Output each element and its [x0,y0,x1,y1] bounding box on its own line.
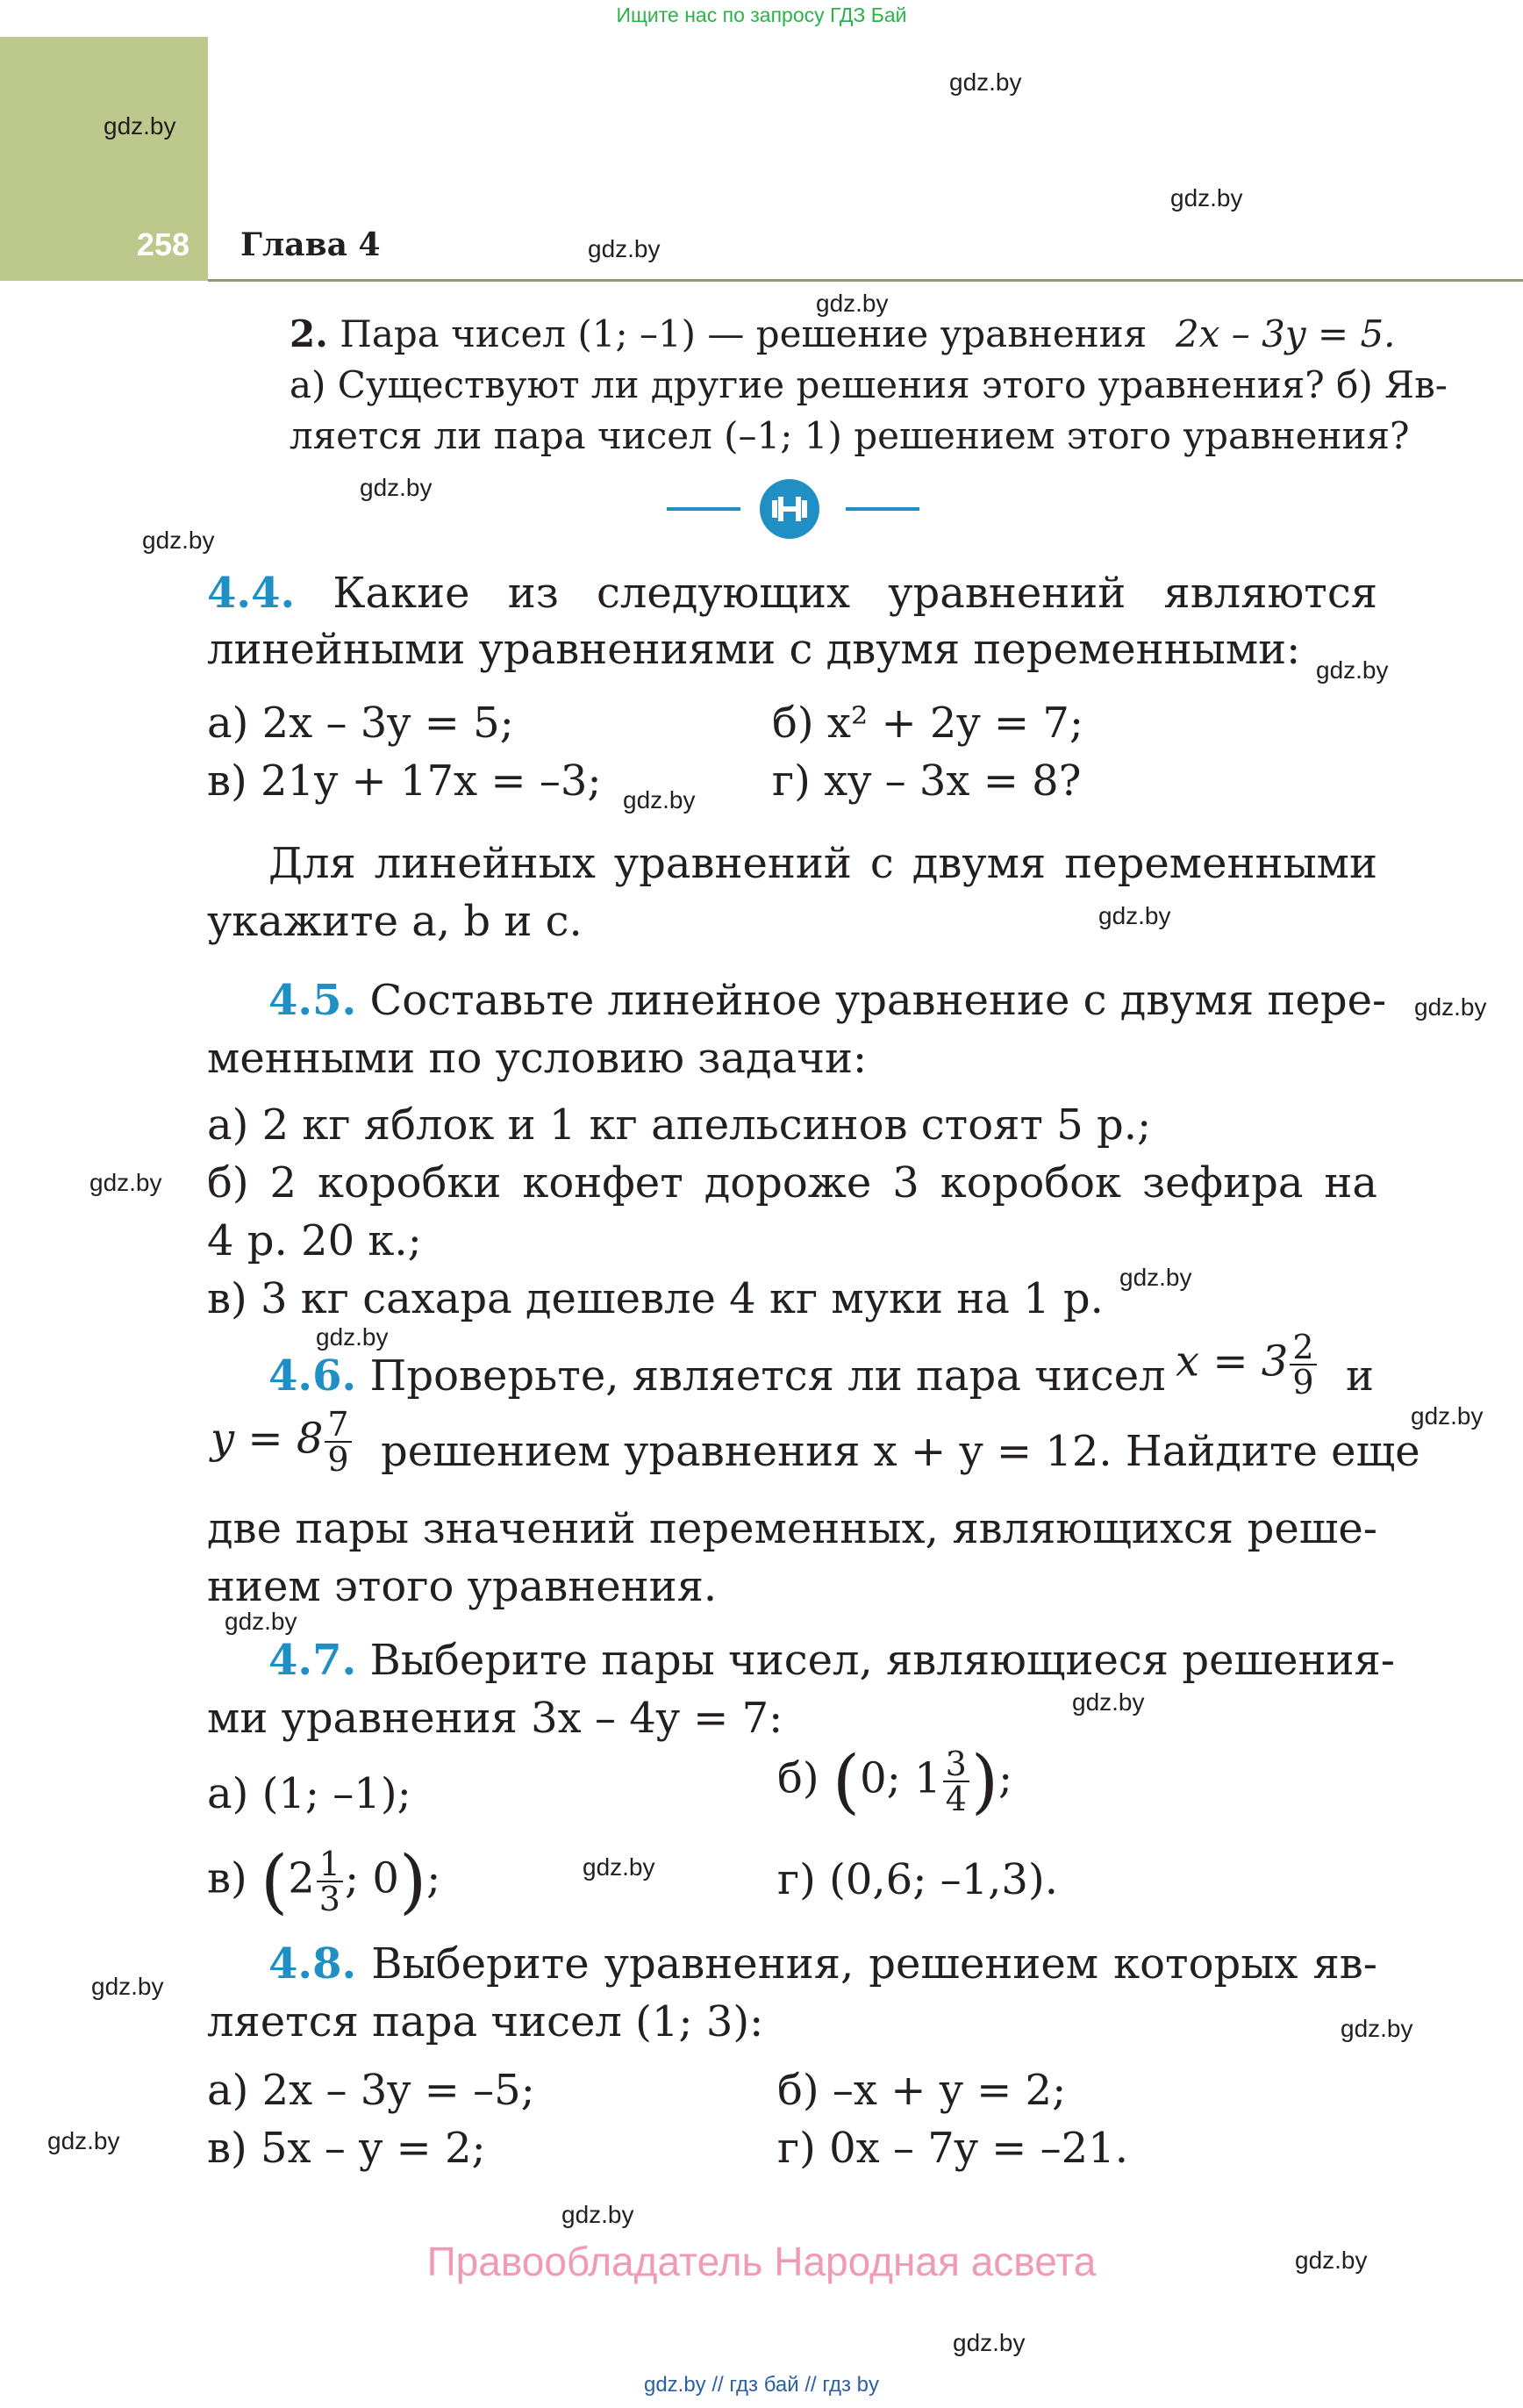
ex-4-5-option-b-line-1: б) 2 коробки конфет дороже 3 коробок зефира на [207,1158,1377,1208]
ex-4-4-line-2: линейными уравнениями с двумя переменными: [207,625,1301,674]
ex-4-8-option-b: б) –x + y = 2; [777,2066,1067,2115]
ex-4-7-option-v-numerator: 1 [318,1845,340,1883]
ex-4-7-option-v-label: в) [207,1853,247,1903]
watermark: gdz.by [1414,993,1487,1021]
question-2-equation [1176,312,1396,356]
ex-4-6-number: 4.6. [268,1351,357,1401]
watermark: gdz.by [588,235,661,262]
ex-4-7-line-2: ми уравнения 3x – 4y = 7: [207,1694,783,1743]
ex-4-6-and: и [1346,1351,1374,1401]
ex-4-4-option-b: б) x² + 2y = 7; [772,699,1084,748]
watermark: gdz.by [104,112,176,140]
ex-4-7-option-b: б) (0; 1 $\frac{3}{4}$ ); [777,1740,1013,1822]
ex-4-4-number: 4.4. [207,569,296,618]
ex-4-6-text: Проверьте, является ли пара чисел [369,1351,1166,1401]
question-2-line-2: а) Существуют ли другие решения этого уравнения? б) Яв- [290,363,1448,406]
ex-4-6-y-value [211,1405,354,1479]
ex-4-5-line-2: менными по условию задачи: [207,1034,868,1083]
ex-4-7-text: Выберите пары чисел, являющиеся решения- [369,1636,1395,1685]
ex-4-8-line-1 [268,1939,1377,1990]
ex-4-6-x-fraction [1290,1330,1316,1399]
ex-4-6-y-eq: y = 8 [211,1414,324,1464]
ex-4-4-option-g: г) xy – 3x = 8? [772,756,1082,806]
ex-4-7-option-b-numerator: 3 [945,1745,967,1783]
ex-4-4-text-1: Для линейных уравнений с двумя переменными [268,839,1377,888]
watermark: gdz.by [949,68,1022,96]
watermark: gdz.by [1411,1402,1484,1430]
header-divider [208,279,1523,282]
ex-4-8-number: 4.8. [268,1939,357,1989]
watermark: gdz.by [953,2329,1026,2356]
watermark: gdz.by [47,2127,120,2154]
watermark: gdz.by [1341,2015,1413,2042]
ex-4-7-number: 4.7. [268,1636,357,1685]
ex-4-4-option-a: а) 2x – 3y = 5; [207,699,514,748]
dumbbell-icon [760,479,819,539]
ex-4-7-option-b-value: 0; 1 [860,1753,941,1803]
ex-4-6-x-value [1176,1330,1319,1399]
watermark: gdz.by [583,1853,655,1881]
ex-4-4-text-2: укажите a, b и c. [207,897,583,946]
ex-4-5-line-1 [268,976,1387,1027]
watermark: gdz.by [1119,1264,1192,1291]
question-2-math: 2x – 3y = 5. [1176,312,1396,355]
question-2-label: 2. [290,312,328,355]
ex-4-5-option-v: в) 3 кг сахара дешевле 4 кг муки на 1 р. [207,1274,1104,1323]
watermark: gdz.by [142,527,215,554]
bottom-links[interactable]: gdz.by // гдз бай // гдз by [643,2373,880,2397]
ex-4-7-option-v-denominator: 3 [317,1881,343,1916]
ex-4-4-option-v: в) 21y + 17x = –3; [207,756,602,806]
question-2-line-3: ляется ли пара чисел (–1; 1) решением этого уравнения? [290,414,1410,457]
watermark: gdz.by [1098,902,1171,929]
ex-4-5-text: Составьте линейное уравнение с двумя пере- [369,976,1387,1025]
page-number: 258 [136,226,189,262]
ex-4-4-text: Какие из следующих уравнений являются [332,569,1377,618]
divider-line-right [846,507,919,511]
watermark: gdz.by [1072,1688,1145,1716]
watermark: gdz.by [89,1169,162,1196]
watermark: gdz.by [561,2201,634,2228]
ex-4-4-line-1 [207,569,1377,620]
watermark: gdz.by [1316,656,1389,684]
ex-4-7-option-v-fraction [317,1847,343,1916]
ex-4-6-line-3: две пары значений переменных, являющихся реше- [207,1504,1377,1553]
ex-4-6-y-numerator: 7 [327,1405,349,1444]
watermark: gdz.by [360,474,433,501]
question-2-line-1 [290,312,1147,356]
top-banner: Ищите нас по запросу ГДЗ Бай [616,4,907,26]
watermark: gdz.by [1170,184,1243,211]
ex-4-7-option-b-label: б) [777,1753,819,1803]
ex-4-7-option-g: г) (0,6; –1,3). [777,1855,1058,1904]
watermark: gdz.by [316,1323,389,1351]
ex-4-6-line-4: нием этого уравнения. [207,1562,718,1611]
watermark: gdz.by [816,290,889,317]
watermark: gdz.by [91,1973,164,2000]
ex-4-6-y-fraction [325,1405,351,1479]
ex-4-6-x-denominator: 9 [1290,1364,1316,1399]
ex-4-6-line-2: решением уравнения x + y = 12. Найдите еще [381,1427,1420,1476]
ex-4-7-option-v: в) (2 $\frac{1}{3}$ ; 0); [207,1840,441,1922]
ex-4-7-option-v-whole: 2 [288,1853,315,1903]
ex-4-5-number: 4.5. [268,976,357,1025]
ex-4-8-option-g: г) 0x – 7y = –21. [777,2124,1128,2173]
ex-4-5-option-b-line-2: 4 р. 20 к.; [207,1216,422,1265]
ex-4-8-text: Выберите уравнения, решением которых яв- [371,1939,1377,1989]
ex-4-7-option-b-fraction [943,1747,969,1816]
ex-4-6-line-1 [268,1351,1166,1402]
watermark: gdz.by [1295,2247,1368,2274]
ex-4-8-option-a: а) 2x – 3y = –5; [207,2066,535,2115]
divider-line-left [667,507,740,511]
ex-4-5-option-a: а) 2 кг яблок и 1 кг апельсинов стоят 5 р.; [207,1100,1152,1150]
ex-4-7-option-b-denominator: 4 [943,1781,969,1816]
ex-4-6-x-numerator: 2 [1292,1328,1314,1366]
copyright-notice: Правообладатель Народная асвета [426,2239,1097,2284]
question-2-text: Пара чисел (1; –1) — решение уравнения [340,312,1148,355]
ex-4-6-y-denominator: 9 [325,1441,351,1476]
watermark: gdz.by [225,1608,297,1635]
ex-4-8-line-2: ляется пара чисел (1; 3): [207,1997,764,2046]
chapter-title: Глава 4 [240,226,381,263]
ex-4-7-option-a: а) (1; –1); [207,1769,411,1818]
ex-4-8-option-v: в) 5x – y = 2; [207,2124,486,2173]
watermark: gdz.by [623,786,696,813]
ex-4-6-x-eq: x = 3 [1176,1337,1289,1387]
ex-4-7-option-v-value: ; 0 [344,1853,399,1903]
ex-4-7-line-1 [268,1636,1395,1687]
